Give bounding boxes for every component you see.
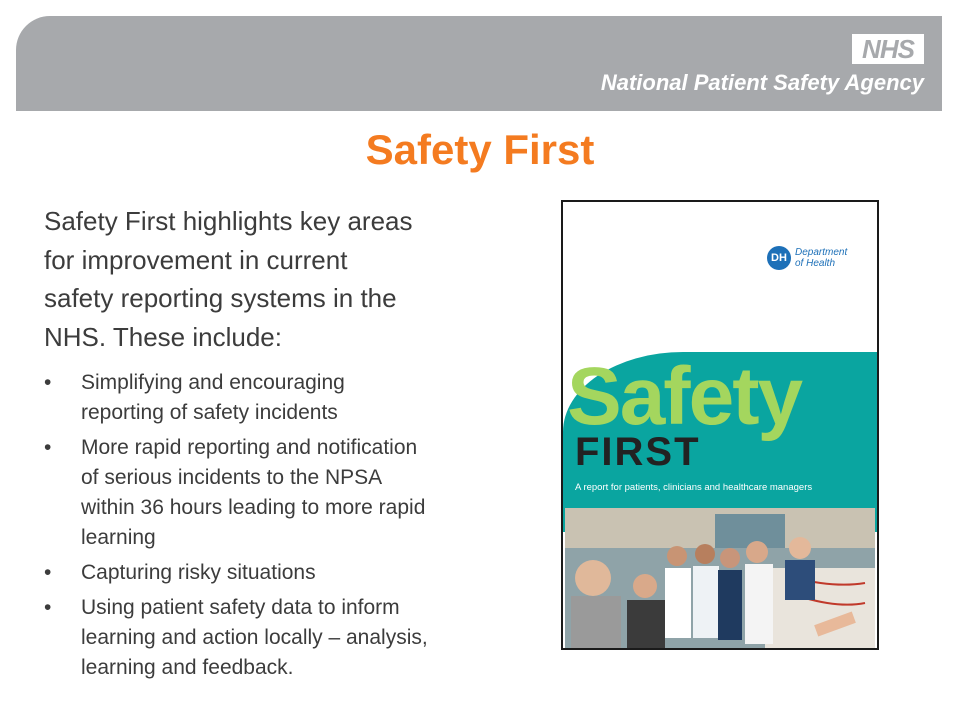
- header-band: [16, 16, 942, 111]
- cover-subtitle: A report for patients, clinicians and healthcare managers: [575, 482, 813, 493]
- bullet-line: learning: [81, 526, 156, 549]
- bullet-line: within 36 hours leading to more rapid: [81, 496, 426, 519]
- bullet-item: [44, 368, 534, 428]
- bullet-line: learning and feedback.: [81, 656, 294, 679]
- department-of-health-logo: [767, 246, 855, 270]
- bullet-item: [44, 593, 534, 683]
- hospital-staff-photo-icon: [565, 508, 875, 648]
- bullet-line: learning and action locally – analysis,: [81, 626, 428, 649]
- report-cover-image: [561, 200, 879, 650]
- intro-line: Safety First highlights key areas: [44, 206, 413, 236]
- bullet-line: of serious incidents to the NPSA: [81, 466, 383, 489]
- bullet-icon: •: [44, 436, 52, 459]
- bullet-item: [44, 558, 534, 588]
- cover-title-safety: Safety: [567, 351, 802, 442]
- bullet-icon: •: [44, 596, 52, 619]
- nhs-logo-text: NHS: [862, 34, 914, 64]
- bullet-line: Using patient safety data to inform: [81, 596, 400, 619]
- bullet-icon: •: [44, 561, 52, 584]
- intro-line: for improvement in current: [44, 244, 348, 275]
- bullet-line: Capturing risky situations: [81, 561, 316, 584]
- bullet-item: [44, 433, 534, 553]
- intro-line: safety reporting systems in the: [44, 283, 397, 313]
- slide-title: Safety First: [365, 126, 595, 173]
- bullet-line: Simplifying and encouraging: [81, 371, 345, 394]
- bullet-icon: •: [44, 371, 52, 394]
- organization-name: National Patient Safety Agency: [600, 70, 924, 95]
- intro-line: NHS. These include:: [44, 321, 282, 352]
- cover-title-first: FIRST: [575, 430, 701, 474]
- cover-photo-hospital-staff: [565, 508, 875, 648]
- nhs-logo: [852, 34, 924, 64]
- bullet-line: reporting of safety incidents: [81, 401, 338, 424]
- dh-logo-name: Department of Health: [795, 247, 848, 269]
- bullet-line: More rapid reporting and notification: [81, 436, 418, 459]
- intro-paragraph: [44, 202, 514, 356]
- bullet-list: [44, 368, 534, 688]
- dh-logo-mark: DH: [767, 246, 791, 270]
